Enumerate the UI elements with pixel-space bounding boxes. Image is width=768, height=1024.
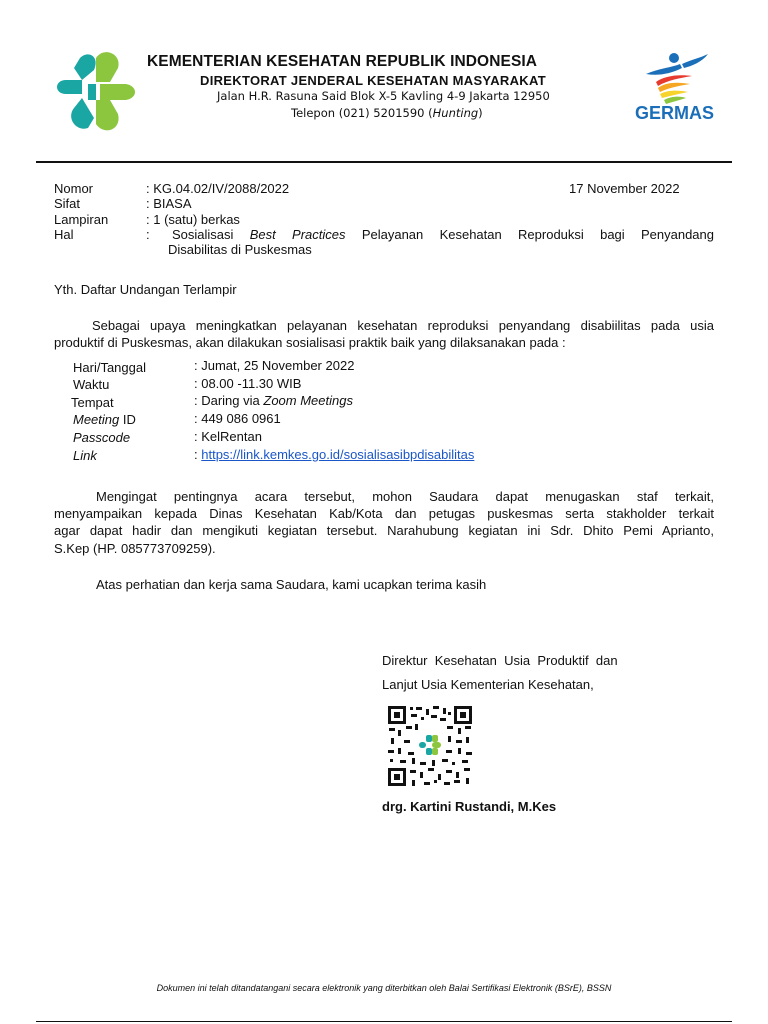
intro-line-1: Sebagai upaya meningkatkan pelayanan kesehatan reproduksi penyandang disabiilitas pada usia	[92, 318, 714, 333]
lampiran-value: : 1 (satu) berkas	[146, 212, 240, 227]
para2-line-4: S.Kep (HP. 085773709259).	[54, 541, 216, 556]
ministry-phone: Telepon (021) 5201590 (Hunting)	[291, 106, 483, 120]
addressee: Yth. Daftar Undangan Terlampir	[54, 282, 237, 297]
sifat-value: : BIASA	[146, 196, 192, 211]
hal-value-line1: Sosialisasi Best Practices Pelayanan Kesehatan Reproduksi bagi Penyandang	[172, 227, 714, 242]
signatory-name: drg. Kartini Rustandi, M.Kes	[382, 799, 557, 814]
sifat-label: Sifat	[54, 196, 81, 211]
lampiran-label: Lampiran	[54, 212, 109, 227]
letter-date: 17 November 2022	[569, 181, 680, 196]
ministry-name: KEMENTERIAN KESEHATAN REPUBLIK INDONESIA	[147, 53, 538, 70]
waktu-label: Waktu	[73, 377, 110, 392]
germas-text: GERMAS	[635, 103, 714, 122]
para2-line-3: agar dapat hadir dan mengikuti kegiatan tersebut. Narahubung kegiatan ini Sdr. Dhito Pemi Aprianto,	[54, 523, 714, 538]
kemenkes-logo	[52, 48, 138, 138]
hal-label: Hal	[54, 227, 74, 242]
hari-label: Hari/Tanggal	[73, 360, 146, 375]
tempat-value: : Daring via Zoom Meetings	[194, 393, 353, 408]
hal-value-line2: Disabilitas di Puskesmas	[168, 242, 312, 257]
para2-line-2: menyampaikan kepada Dinas Kesehatan Kab/Kota dan petugas puskesmas serta stakholder terkait	[54, 506, 714, 521]
signatory-title-1: Direktur Kesehatan Usia Produktif dan	[382, 653, 618, 668]
tempat-label: Tempat	[71, 395, 114, 410]
meeting-id-value: : 449 086 0961	[194, 411, 281, 426]
hari-value: : Jumat, 25 November 2022	[194, 358, 355, 373]
nomor-value: : KG.04.02/IV/2088/2022	[146, 181, 290, 196]
passcode-label: Passcode	[73, 430, 131, 445]
e-signature-footer: Dokumen ini telah ditandatangani secara elektronik yang diterbitkan oleh Balai Sertifikasi Elektronik (BSrE), BSSN	[156, 983, 612, 993]
waktu-value: : 08.00 -11.30 WIB	[194, 376, 302, 391]
event-link[interactable]: https://link.kemkes.go.id/sosialisasibpdisabilitas	[201, 447, 475, 462]
page-bottom-line	[36, 1021, 732, 1022]
para2-line-1: Mengingat pentingnya acara tersebut, mohon Saudara dapat menugaskan staf terkait,	[96, 489, 714, 504]
meeting-id-label: Meeting ID	[73, 412, 136, 427]
nomor-label: Nomor	[54, 181, 94, 196]
signatory-title-2: Lanjut Usia Kementerian Kesehatan,	[382, 677, 594, 692]
header-divider	[36, 161, 732, 163]
signature-qr-code	[386, 704, 474, 788]
germas-logo	[634, 52, 714, 122]
link-label: Link	[73, 448, 97, 463]
hal-colon: :	[146, 227, 150, 242]
passcode-value: : KelRentan	[194, 429, 262, 444]
intro-line-2: produktif di Puskesmas, akan dilakukan sosialisasi praktik baik yang dilaksanakan pada :	[54, 335, 566, 350]
directorate-name: DIREKTORAT JENDERAL KESEHATAN MASYARAKAT	[200, 73, 546, 88]
link-row: : https://link.kemkes.go.id/sosialisasibpdisabilitas	[194, 447, 475, 462]
ministry-address: Jalan H.R. Rasuna Said Blok X-5 Kavling 4-9 Jakarta 12950	[217, 89, 550, 103]
closing-text: Atas perhatian dan kerja sama Saudara, kami ucapkan terima kasih	[96, 577, 487, 592]
